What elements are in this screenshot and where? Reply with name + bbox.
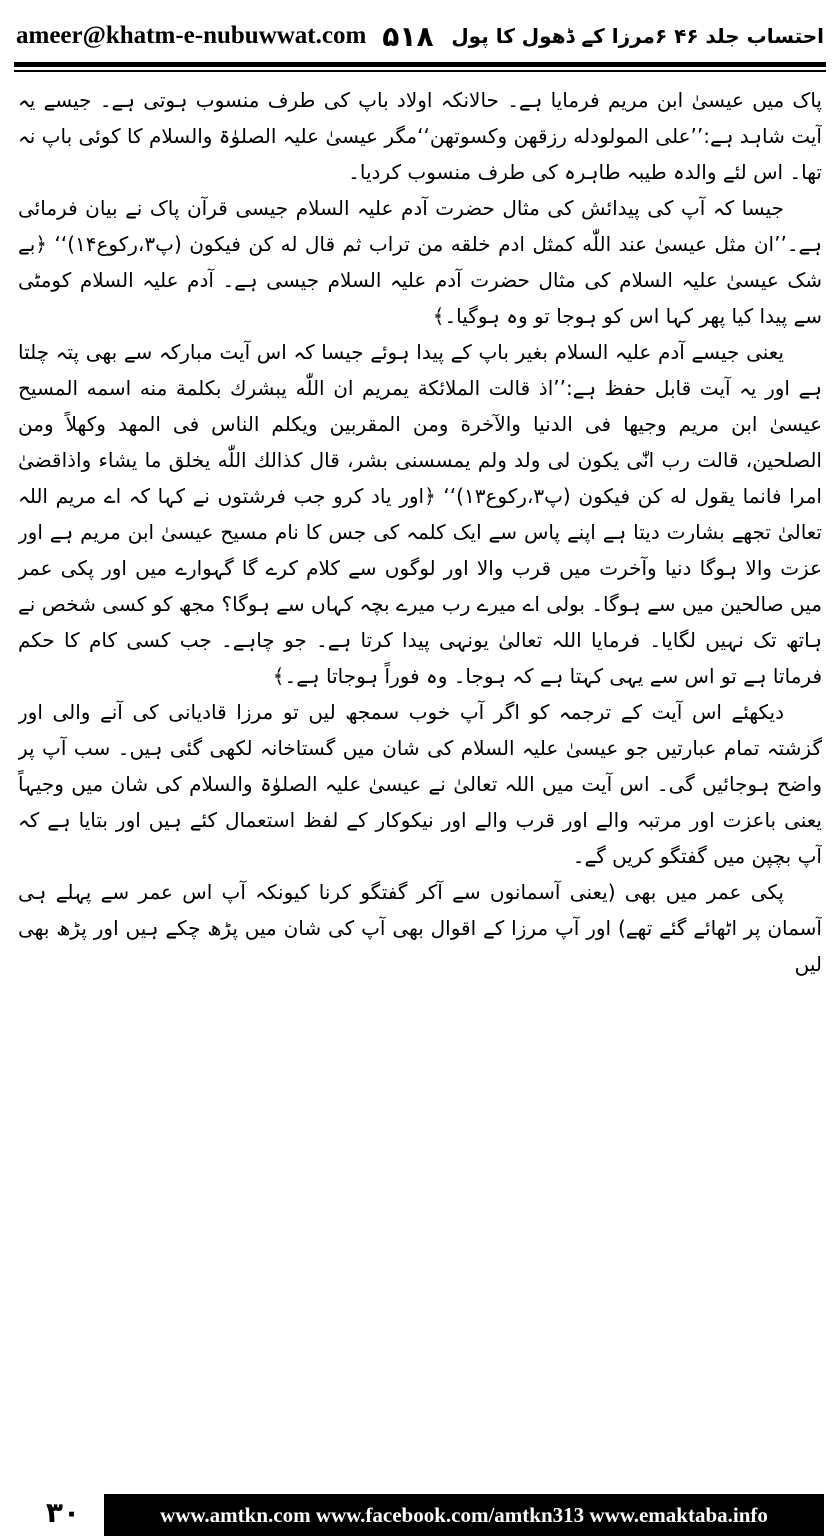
footer-page-number: ۳۰ xyxy=(22,1490,104,1534)
paragraph-1: پاک میں عیسیٰ ابن مریم فرمایا ہے۔ حالانکہ اولاد باپ کی طرف منسوب ہوتی ہے۔ جیسے یہ آیت شاہد ہے:’’علی المولودله رزقهن وکسوتهن‘‘مگر عیسیٰ علیہ الصلوٰۃ والسلام کا کوئی باپ نہ تھا۔ اس لئے والدہ طیبہ طاہرہ کی طرف منسوب کردیا۔ xyxy=(18,88,822,184)
page-header xyxy=(16,14,824,58)
paragraph-3: یعنی جیسے آدم علیہ السلام بغیر باپ کے پیدا ہوئے جیسا کہ اس آیت مبارکہ سے بھی پتہ چلتا ہے اور یہ آیت قابل حفظ ہے:’’اذ قالت الملائکة یمریم ان اللّٰه یبشرك بکلمة منه اسمه المسیح عیسیٰ ابن مریم وجیها فی الدنیا والآخرة ومن المقربین ویکلم الناس فی المهد وکهلاً ومن الصلحین، قالت رب انّٰی یکون لی ولد ولم یمسسنی بشر، قال کذالك اللّٰه یخلق ما یشاء واذاقضیٰ امرا فانما یقول له کن فیکون (پ۳،رکوع۱۳)‘‘ ﴿اور یاد کرو جب فرشتوں نے کہا کہ اے مریم اللہ تعالیٰ تجھے بشارت دیتا ہے اپنے پاس سے ایک کلمہ کی جس کا نام مسیح عیسیٰ ابن مریم ہے اور عزت والا ہوگا دنیا وآخرت میں قرب والا اور لوگوں سے کلام کرے گا گہوارے میں اور پکی عمر میں صالحین میں سے ہوگا۔ بولی اے میرے رب میرے بچہ کہاں سے ہوگا؟ مجھ کو کسی شخص نے ہاتھ تک نہیں لگایا۔ فرمایا اللہ تعالیٰ یونہی پیدا کرتا ہے۔ جو چاہے۔ جب کسی کام کا حکم فرماتا ہے تو اس سے یہی کہتا ہے کہ ہوجا۔ وہ فوراً ہوجاتا ہے۔﴾ xyxy=(18,340,822,688)
header-rule-thick xyxy=(14,62,826,67)
running-title: احتساب جلد ۴۶ ۶مرزا کے ڈھول کا پول xyxy=(451,24,824,48)
header-rule-thin xyxy=(14,70,826,72)
paragraph-4: دیکھئے اس آیت کے ترجمہ کو اگر آپ خوب سمجھ لیں تو مرزا قادیانی کی آنے والی اور گزشتہ تمام عبارتیں جو عیسیٰ علیہ السلام کی شان میں گستاخانہ لکھی گئی ہیں۔ سب آپ پر واضح ہوجائیں گی۔ اس آیت میں اللہ تعالیٰ نے عیسیٰ علیہ الصلوٰۃ والسلام کی شان میں وجیہاً یعنی باعزت اور مرتبہ والے اور قرب والے اور نیکوکار کے لفظ استعمال کئے ہیں اور بتایا ہے کہ آپ بچپن میں گفتگو کریں گے۔ xyxy=(18,700,822,868)
header-page-number: ۵۱۸ xyxy=(382,19,434,53)
paragraph-5: پکی عمر میں بھی (یعنی آسمانوں سے آکر گفتگو کرنا کیونکہ آپ اس عمر سے پہلے ہی آسمان پر اٹھائے گئے تھے) اور آپ مرزا کے اقوال بھی آپ کی شان میں پڑھ چکے ہیں اور پڑھ بھی لیں xyxy=(18,880,822,976)
footer-links[interactable]: www.amtkn.com www.facebook.com/amtkn313 www.emaktaba.info xyxy=(104,1494,824,1536)
header-email[interactable]: ameer@khatm-e-nubuwwat.com xyxy=(16,22,367,49)
page-footer xyxy=(0,1490,840,1540)
paragraph-2: جیسا کہ آپ کی پیدائش کی مثال حضرت آدم علیہ السلام جیسی قرآن پاک نے بیان فرمائی ہے۔’’ان مثل عیسیٰ عند اللّٰه کمثل ادم خلقه من تراب ثم قال له کن فیکون (پ۳،رکوع۱۴)‘‘ ﴿بے شک عیسیٰ علیہ السلام کی مثال حضرت آدم علیہ السلام جیسی ہے۔ آدم علیہ السلام کومٹی سے پیدا کیا پھر کہا اس کو ہوجا تو وہ ہوگیا۔﴾ xyxy=(18,196,822,328)
page-body xyxy=(18,82,822,1472)
header-left xyxy=(16,20,434,53)
